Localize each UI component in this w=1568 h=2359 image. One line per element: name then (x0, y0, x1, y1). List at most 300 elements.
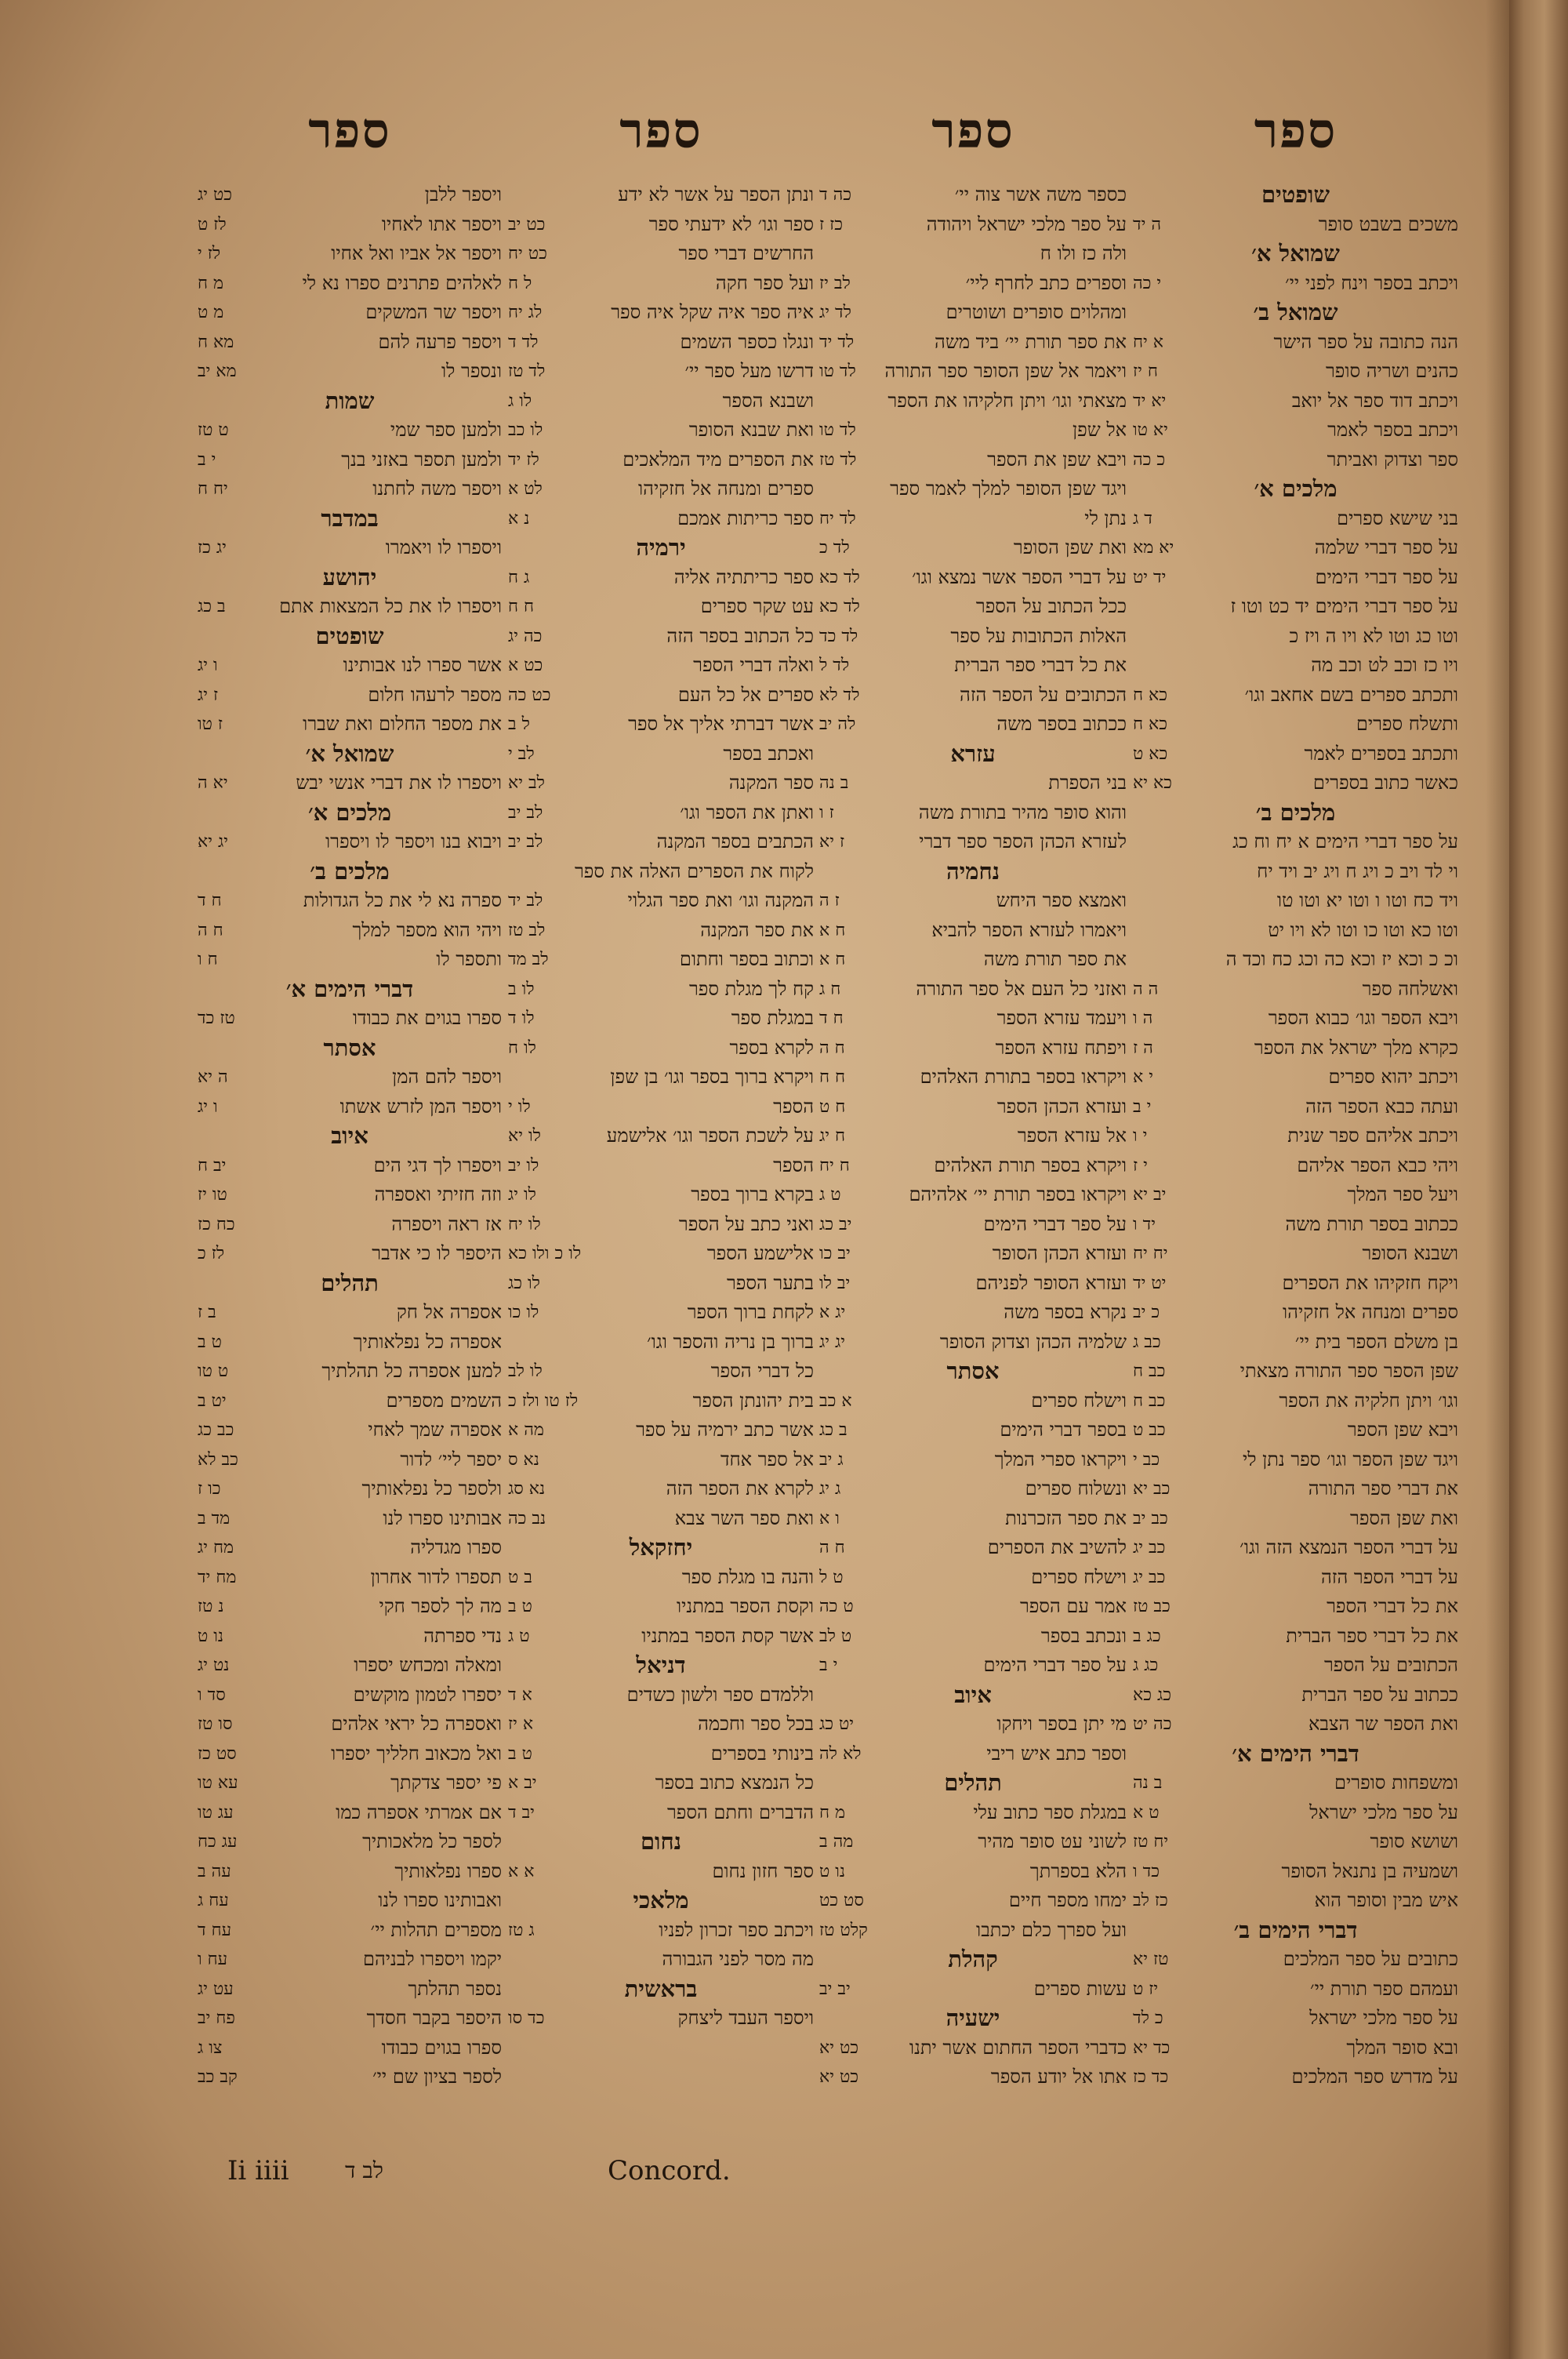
entry-text: ספרים אל כל העם (677, 683, 814, 706)
entry-text: בתער הספר (726, 1271, 814, 1294)
entry-text: ויבא שפן את הספר (987, 448, 1127, 471)
entry-reference: לז כ (198, 1244, 225, 1263)
entry-text: לקחת ברוך הספר (687, 1301, 814, 1323)
entry-reference: לד כ (819, 538, 850, 558)
entry-text: את הספרים מיד המלאכים (622, 448, 814, 471)
concordance-entry (198, 357, 502, 387)
concordance-entry (508, 1151, 814, 1181)
entry-reference: יב יב (819, 1979, 851, 1999)
entry-reference: ל ב (508, 714, 530, 734)
concordance-entry (508, 1504, 814, 1534)
concordance-entry (819, 651, 1127, 681)
entry-text: ועזרא הכהן הסופר (992, 1242, 1127, 1264)
entry-reference: לב יד (508, 891, 543, 911)
entry-text: הכתובים על הספר הזה (960, 683, 1127, 706)
entry-text: ויספרו לו את כל המצאות אתם (279, 595, 502, 617)
entry-reference: ח יג (819, 1126, 846, 1146)
concordance-entry (819, 1151, 1127, 1181)
entry-reference: ז טו (198, 714, 223, 734)
entry-reference: עג טו (198, 1802, 234, 1823)
concordance-entry (508, 1269, 814, 1299)
entry-text: את ספר תורת משה (983, 948, 1127, 970)
entry-text: ועתה כבא הספר הזה (1305, 1095, 1458, 1118)
concordance-entry (198, 1798, 502, 1828)
entry-text: האלות הכתובות על ספר (950, 624, 1127, 647)
entry-text: ויגד שפן הסופר למלך לאמר ספר (890, 478, 1127, 500)
entry-text: כאשר כתוב בספרים (1312, 772, 1458, 794)
entry-text: ולמען תספר באזני בנך (341, 448, 502, 471)
entry-text: ותשלח ספרים (1356, 713, 1458, 735)
concordance-entry (819, 269, 1127, 299)
concordance-entry (198, 1710, 502, 1739)
entry-reference: ו יג (198, 1096, 218, 1117)
concordance-entry (198, 2063, 502, 2092)
entry-reference: לד טז (819, 449, 857, 470)
entry-reference: יג יא (198, 832, 228, 852)
entry-text: כהנים ושריה סופר (1325, 360, 1458, 382)
entry-text: מה לך לספר חקי (379, 1595, 502, 1617)
entry-reference: כ יב (1133, 1303, 1160, 1322)
entry-reference: יד יט (1133, 567, 1167, 587)
entry-reference: ח ט (819, 1096, 846, 1117)
entry-text: איש מבין וסופר הוא (1314, 1889, 1458, 1911)
entry-text: ספר וגו׳ לא ידעתי ספר (648, 213, 814, 235)
entry-reference: לו כו (508, 1303, 539, 1322)
concordance-entry (198, 1445, 502, 1475)
entry-reference: ה ה (1133, 979, 1159, 999)
entry-reference: עח ו (198, 1950, 228, 1969)
entry-text: והוא סופר מהיר בתורת משה (918, 801, 1127, 823)
column-header: ספר (1254, 102, 1338, 159)
entry-text: ולמען ספר שמי (390, 419, 502, 441)
entry-text: את כל דברי ספר הברית (954, 654, 1127, 676)
entry-text: ויעמד עזרא הספר (996, 1007, 1127, 1029)
entry-reference: לט א (508, 479, 543, 499)
entry-text: ותכתב בספרים לאמר (1304, 742, 1458, 765)
concordance-entry (508, 1710, 814, 1739)
concordance-entry (508, 798, 814, 828)
concordance-entry (819, 1975, 1127, 2005)
column-3 (819, 102, 1127, 2092)
concordance-entry (508, 328, 814, 358)
entry-text: ואת שבנא הסופר (688, 419, 814, 441)
book-heading: יחזקאל (629, 1534, 693, 1561)
entry-text: ספרה נא לי את כל הגדולות (303, 889, 502, 911)
entry-text: על לשכת הספר וגו׳ אלישמע (606, 1125, 814, 1147)
entry-text: וכתוב בספר וחתום (679, 948, 814, 970)
entry-reference (819, 239, 826, 269)
entry-reference: כט יג (198, 185, 233, 205)
concordance-entry (1133, 740, 1458, 769)
entry-reference: כב ג (1133, 1332, 1161, 1352)
concordance-entry (508, 1916, 814, 1946)
entry-text: את ספר המקנה (700, 918, 814, 941)
entry-reference: יג יג (819, 1332, 846, 1352)
concordance-entry (508, 1474, 814, 1504)
concordance-entry (1133, 1681, 1458, 1710)
entry-text: כתובים על ספר המלכים (1283, 1948, 1458, 1970)
entry-reference: כד כז (1133, 2067, 1169, 2087)
concordance-entry (1133, 1563, 1458, 1593)
entry-reference: סט כט (819, 1891, 864, 1910)
concordance-entry (1133, 1269, 1458, 1299)
concordance-entry (508, 1180, 814, 1210)
entry-reference: לד יג (819, 303, 851, 322)
entry-reference: י כה (1133, 273, 1162, 293)
entry-text: ויבוא בנו ויספר לו ויספרו (325, 831, 502, 852)
entry-text: ויקראו ספרי המלך (994, 1448, 1127, 1470)
entry-reference: יט כג (819, 1714, 855, 1734)
entry-reference: לב מד (508, 950, 549, 969)
entry-text: שלמיה הכהן וצדוק הסופר (939, 1330, 1127, 1353)
entry-reference: כב ח (1133, 1361, 1166, 1381)
concordance-entry (819, 1298, 1127, 1328)
concordance-entry (1133, 1827, 1458, 1857)
concordance-entry (1133, 592, 1458, 622)
concordance-entry (1133, 886, 1458, 916)
entry-text: וגו׳ ויתן חלקיה את הספר (1279, 1389, 1458, 1412)
entry-reference: כ לד (1133, 2008, 1163, 2028)
concordance-entry (1133, 2063, 1458, 2092)
concordance-entry (508, 1357, 814, 1387)
entry-text: ואשלחה ספר (1362, 977, 1458, 1000)
concordance-entry (198, 651, 502, 681)
entry-text: עט שקר ספרים (700, 595, 814, 617)
concordance-entry (508, 1622, 814, 1652)
entry-text: על דברי הספר אשר נמצא וגו׳ (912, 565, 1127, 588)
entry-reference: לד טז (508, 362, 546, 381)
entry-reference: כב יב (1133, 1508, 1168, 1528)
entry-reference: ח ה (819, 1538, 845, 1558)
concordance-entry (198, 2034, 502, 2063)
entry-reference: א יח (1133, 332, 1163, 352)
entry-reference: ג יג (819, 1479, 841, 1499)
entry-text: את דברי ספר התורה (1308, 1478, 1458, 1499)
entry-text: בקרא ברוך בספר (691, 1183, 814, 1205)
entry-text: על ספר דברי הימים (983, 1654, 1127, 1676)
concordance-entry (508, 710, 814, 740)
concordance-entry (819, 563, 1127, 593)
concordance-entry (819, 1004, 1127, 1034)
entry-reference: יד ו (1133, 1214, 1156, 1234)
entry-text: את כל דברי הספר (1327, 1595, 1458, 1617)
book-heading: נחמיה (946, 857, 1000, 885)
concordance-entry (198, 210, 502, 240)
concordance-entry (508, 180, 814, 210)
entry-reference: נא ס (508, 1449, 539, 1470)
entry-text: ויספר שר המשקים (365, 301, 502, 323)
entry-reference: לו יח (508, 1214, 541, 1234)
entry-text: וללמדם ספר ולשון כשדים (626, 1683, 814, 1706)
concordance-entry (819, 2034, 1127, 2063)
entry-text: הנה כתובה על ספר הישר (1273, 330, 1458, 353)
concordance-entry (198, 533, 502, 563)
book-heading: נחום (640, 1828, 682, 1855)
entry-reference: נב כה (508, 1508, 546, 1528)
concordance-entry (508, 416, 814, 445)
entry-text: ויספר משה לחתנו (372, 478, 502, 500)
entry-text: לקרא את הספר הזה (666, 1478, 814, 1499)
concordance-entry (1133, 1651, 1458, 1681)
book-heading: ירמיה (636, 534, 686, 561)
concordance-entry (198, 710, 502, 740)
concordance-entry (1133, 1533, 1458, 1563)
entry-text: וספרים כתב לחרף ליי׳ (965, 271, 1127, 294)
entry-reference: ח ו (198, 950, 218, 969)
entry-reference: א א (508, 1861, 535, 1881)
entry-reference: ח יז (1133, 362, 1158, 381)
entry-text: ויאמרו לעזרא הספר להביא (931, 918, 1127, 941)
concordance-entry (198, 1504, 502, 1534)
entry-text: ונספר לו (441, 360, 502, 382)
concordance-entry (198, 239, 502, 269)
concordance-entry (1133, 1004, 1458, 1034)
entry-text: ואמצא ספר היחש (996, 889, 1127, 911)
entry-reference: י ב (819, 1656, 838, 1675)
entry-reference: א ד (508, 1685, 532, 1705)
entry-reference: עג כח (198, 1832, 238, 1852)
entry-text: ספרו בגוים את כבודו (352, 1007, 502, 1029)
entry-text: ולה כז ולו ח (1040, 242, 1127, 264)
concordance-entry (198, 1886, 502, 1916)
concordance-entry (508, 1945, 814, 1975)
concordance-entry (198, 1681, 502, 1710)
entry-text: וי לד ויב כ ויג ח ויג יב ויד יח (1257, 860, 1458, 882)
entry-text: על ספר דברי הימים א יח וח כג (1232, 831, 1458, 852)
entry-reference: ו יג (198, 656, 218, 675)
entry-text: ספר וצדוק ואביתר (1327, 448, 1458, 471)
entry-reference: לו כ ולו כא (508, 1244, 582, 1263)
entry-reference: ל ח (508, 273, 532, 293)
concordance-entry (198, 1945, 502, 1975)
book-heading: דניאל (636, 1652, 686, 1678)
entry-text: וקסת הספר במתניו (676, 1595, 814, 1617)
entry-text: מי יתן בספר ויחקו (996, 1713, 1127, 1735)
entry-text: ולספר כל נפלאותיך (361, 1478, 502, 1499)
entry-reference: לב יז (819, 273, 851, 293)
entry-text: ועזרא הכהן הספר (996, 1095, 1127, 1118)
entry-reference: ג יב (819, 1449, 844, 1470)
entry-text: בני שישא ספרים (1337, 507, 1458, 529)
book-heading: שופטים (315, 622, 384, 649)
concordance-entry (819, 2063, 1127, 2092)
book-heading: במדבר (321, 504, 379, 532)
concordance-entry (508, 916, 814, 946)
entry-reference: מה א (508, 1420, 544, 1440)
book-heading: איוב (331, 1122, 368, 1149)
concordance-entry (819, 886, 1127, 916)
entry-text: ואת הספר שר הצבא (1308, 1713, 1458, 1735)
entry-reference: ז יג (198, 685, 219, 705)
concordance-entry (819, 1063, 1127, 1092)
book-heading: בראשית (624, 1975, 698, 2002)
concordance-entry (508, 1004, 814, 1034)
entry-reference: יט יד (1133, 1273, 1167, 1293)
concordance-entry (1133, 2034, 1458, 2063)
book-heading: מלכים א׳ (307, 798, 392, 826)
entry-reference: ח א (819, 950, 846, 969)
entry-reference: ח ד (819, 1009, 844, 1028)
book-heading: קהלת (948, 1946, 998, 1972)
entry-reference: כה יט (1133, 1714, 1172, 1734)
entry-reference: לו ד (508, 1009, 535, 1028)
concordance-entry (198, 1827, 502, 1857)
entry-reference: לד טו (819, 362, 856, 381)
entry-text: היספר לו כי אדבר (372, 1242, 502, 1264)
entry-text: לקוח את הספרים האלה את ספר (575, 860, 814, 882)
entry-reference (1133, 827, 1139, 857)
concordance-entry (819, 1445, 1127, 1475)
concordance-entry (508, 210, 814, 240)
concordance-entry (1133, 1886, 1458, 1916)
entry-text: ויהי כבא הספר אליהם (1297, 1154, 1458, 1176)
entry-reference: לב יב (508, 802, 543, 823)
concordance-entry (198, 416, 502, 445)
concordance-entry (508, 2004, 814, 2034)
entry-reference: מ ט (198, 303, 224, 322)
concordance-entry (198, 1916, 502, 1946)
book-heading: דברי הימים א׳ (1232, 1739, 1359, 1767)
entry-reference: ט טז (198, 420, 229, 440)
entry-text: וטו כא וטו כו וטו לא ויו יט (1268, 918, 1458, 941)
concordance-entry (508, 298, 814, 328)
entry-text: ומשפחות סופרים (1334, 1772, 1458, 1794)
entry-reference: לז טו ולז כ (508, 1390, 579, 1411)
concordance-entry (819, 1180, 1127, 1210)
entry-reference: ח ד (198, 891, 222, 911)
concordance-entry (819, 239, 1127, 269)
entry-text: הלא בספרתך (1029, 1859, 1127, 1882)
concordance-entry (508, 1387, 814, 1416)
entry-text: ויבא שפן הספר (1347, 1419, 1458, 1441)
book-heading: אסתר (323, 1034, 376, 1061)
concordance-entry (198, 1357, 502, 1387)
entry-reference: טז יא (1133, 1950, 1169, 1969)
concordance-entry (508, 1739, 814, 1769)
entry-reference: כט יא (819, 2067, 859, 2087)
entry-text: ושמעיה בן נתנאל הסופר (1281, 1859, 1458, 1882)
entry-text: ויגד שפן הספר וגו׳ ספר נתן לי (1242, 1448, 1458, 1470)
concordance-entry (819, 1034, 1127, 1063)
entry-text: ויספר להם המן (392, 1066, 502, 1088)
entry-text: החרשים דברי ספר (678, 242, 814, 264)
concordance-entry (508, 563, 814, 593)
entry-text: ויספרו לו ויאמרו (385, 536, 502, 558)
concordance-entry (1133, 1034, 1458, 1063)
concordance-entry (198, 1474, 502, 1504)
concordance-entry (819, 916, 1127, 946)
entry-reference: כב ט (1133, 1420, 1166, 1440)
entry-reference: ח ה (198, 920, 223, 940)
entry-text: וטו כג וטו לא ויו ה ויז כ (1289, 624, 1458, 647)
concordance-entry (508, 681, 814, 711)
concordance-entry (819, 1387, 1127, 1416)
entry-reference: נ א (508, 508, 530, 529)
entry-text: ספר חזון נחום (712, 1859, 814, 1882)
entry-text: משכים בשבט סופר (1318, 213, 1458, 235)
concordance-entry (198, 1622, 502, 1652)
entry-reference: כט א (508, 656, 543, 675)
entry-reference: לד כא (819, 567, 860, 587)
concordance-entry (198, 1298, 502, 1328)
entry-text: ואכתב בספר (723, 742, 814, 765)
entry-reference: מה ב (819, 1832, 854, 1852)
entry-reference: כב טז (1133, 1597, 1171, 1616)
concordance-entry (819, 180, 1127, 210)
entry-reference: כט יא (819, 2037, 859, 2058)
concordance-entry (819, 328, 1127, 358)
entry-text: שפן הספר ספר התורה מצאתי (1240, 1360, 1458, 1382)
entry-text: ויאמר אל שפן הסופר ספר התורה (884, 360, 1127, 382)
entry-reference: יב יא (1133, 1185, 1167, 1205)
entry-reference: עח ג (198, 1891, 229, 1910)
entry-reference: לו ב (508, 979, 535, 999)
entry-reference: לו כב (508, 420, 543, 440)
entry-reference: מח יג (198, 1538, 234, 1558)
concordance-entry (819, 975, 1127, 1005)
entry-reference: ג טז (508, 1920, 535, 1940)
entry-reference: לו יא (508, 1126, 541, 1146)
concordance-entry (508, 239, 814, 269)
entry-text: עשות ספרים (1033, 1977, 1127, 2000)
concordance-entry (1133, 710, 1458, 740)
entry-reference: ט ל (819, 1567, 844, 1587)
entry-text: ושושא סופר (1370, 1830, 1458, 1852)
concordance-entry (508, 857, 814, 887)
entry-text: איה ספר איה שקל איה ספר (611, 301, 814, 323)
entry-reference: כב לא (198, 1449, 238, 1470)
entry-reference: כא ח (1133, 685, 1167, 705)
entry-text: ספרו נפלאותיך (394, 1859, 502, 1882)
concordance-entry (198, 1975, 502, 2005)
column-4 (1133, 102, 1458, 2092)
concordance-entry (198, 1063, 502, 1092)
concordance-entry (819, 827, 1127, 857)
entry-reference (819, 387, 826, 416)
entry-reference: לב יב (508, 832, 543, 852)
entry-reference (508, 1945, 514, 1975)
book-heading: תהלים (321, 1269, 379, 1296)
concordance-entry (508, 622, 814, 652)
entry-reference: פח יב (198, 2008, 235, 2028)
entry-reference: ט ב (198, 1332, 222, 1352)
entry-text: ויספר אל אביו ואל אחיו (331, 242, 502, 264)
concordance-entry (198, 1416, 502, 1445)
concordance-entry (819, 1857, 1127, 1887)
concordance-entry (508, 387, 814, 416)
entry-reference: כד סו (508, 2008, 545, 2028)
entry-reference: ט ג (508, 1626, 530, 1646)
entry-text: אלישמע הספר (706, 1242, 814, 1264)
entry-text: ויכתב בספר וינח לפני יי׳ (1285, 271, 1458, 294)
entry-reference: כח כז (198, 1214, 235, 1234)
concordance-entry (508, 1210, 814, 1240)
entry-reference: ט א (1133, 1802, 1160, 1823)
entry-text: ויקח חזקיהו את הספרים (1282, 1271, 1458, 1294)
entry-reference: כ כה (1133, 449, 1166, 470)
concordance-entry (819, 1622, 1127, 1652)
entry-reference: כו ז (198, 1479, 221, 1499)
concordance-entry (508, 740, 814, 769)
concordance-entry (198, 681, 502, 711)
entry-reference: לד ל (819, 656, 850, 675)
entry-text: נדי ספרתה (423, 1624, 502, 1647)
entry-reference: מ ח (198, 273, 224, 293)
entry-text: ספרו בגוים כבודו (381, 2036, 502, 2059)
entry-reference: י ב (1133, 1096, 1152, 1117)
entry-reference: נו ט (819, 1861, 846, 1881)
entry-reference: לז יד (508, 449, 539, 470)
